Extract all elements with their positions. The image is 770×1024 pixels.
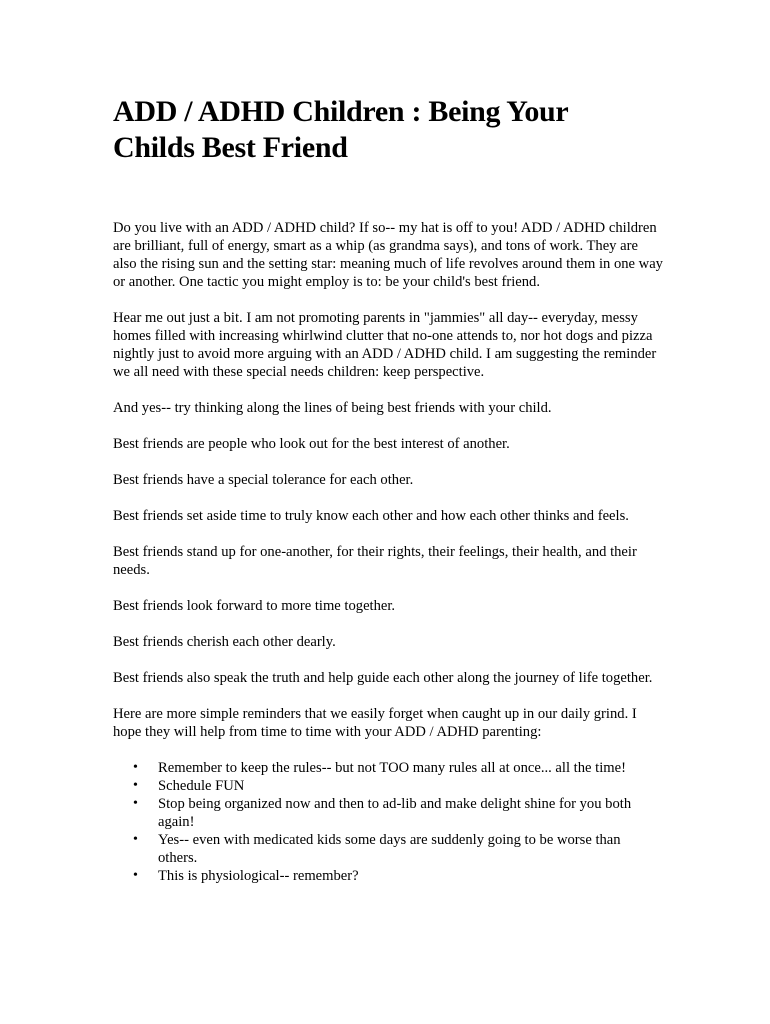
bullet-icon: •: [133, 796, 138, 811]
bullet-icon: •: [133, 778, 138, 793]
list-item-text: Remember to keep the rules-- but not TOO many rules all at once... all the time!: [158, 760, 626, 776]
best-friends-paragraph: Best friends stand up for one-another, for their rights, their feelings, their health, and their needs.: [113, 544, 637, 578]
best-friends-paragraph: Best friends look forward to more time together.: [113, 598, 396, 614]
best-friends-intro-paragraph: And yes-- try thinking along the lines of being best friends with your child.: [113, 400, 552, 416]
bullet-icon: •: [133, 868, 138, 883]
title-line-1: ADD / ADHD Children : Being Your: [113, 95, 569, 128]
article-body: [113, 219, 663, 885]
bullet-icon: •: [133, 760, 138, 775]
best-friends-paragraph: Best friends set aside time to truly know each other and how each other thinks and feels.: [113, 508, 629, 524]
title-line-2: Childs Best Friend: [113, 131, 348, 164]
best-friends-paragraph: Best friends have a special tolerance for each other.: [113, 472, 414, 488]
best-friends-paragraph: Best friends cherish each other dearly.: [113, 634, 336, 650]
bullet-icon: •: [133, 832, 138, 847]
intro-paragraph: Do you live with an ADD / ADHD child? If so-- my hat is off to you! ADD / ADHD children are brilliant, full of energy, smart as a whip (as grandma says), and tons of work. They are also the rising sun and the setting star: meaning much of life revolves around them in one way or another. One tactic you might employ is to: be your child's best friend.: [113, 220, 663, 290]
list-item: [133, 795, 663, 831]
list-item: [133, 867, 663, 885]
perspective-paragraph: Hear me out just a bit. I am not promoting parents in "jammies" all day-- everyday, messy homes filled with increasing whirlwind clutter that no-one attends to, nor hot dogs and pizza nightly just to avoid more arguing with an ADD / ADHD child. I am suggesting the reminder we all need with these special needs children: keep perspective.: [113, 310, 657, 380]
list-item-text: This is physiological-- remember?: [158, 868, 359, 884]
reminders-intro-paragraph: Here are more simple reminders that we easily forget when caught up in our daily grind. I hope they will help from time to time with your ADD / ADHD parenting:: [113, 706, 637, 740]
best-friends-paragraph: Best friends also speak the truth and help guide each other along the journey of life together.: [113, 670, 653, 686]
list-item: [133, 777, 663, 795]
best-friends-paragraph: Best friends are people who look out for the best interest of another.: [113, 436, 510, 452]
list-item-text: Stop being organized now and then to ad-lib and make delight shine for you both again!: [158, 796, 632, 830]
page-title: [113, 94, 673, 166]
reminders-list: [113, 759, 663, 885]
list-item-text: Schedule FUN: [158, 778, 245, 794]
list-item: [133, 831, 663, 867]
list-item: [133, 759, 663, 777]
list-item-text: Yes-- even with medicated kids some days are suddenly going to be worse than others.: [158, 832, 621, 866]
